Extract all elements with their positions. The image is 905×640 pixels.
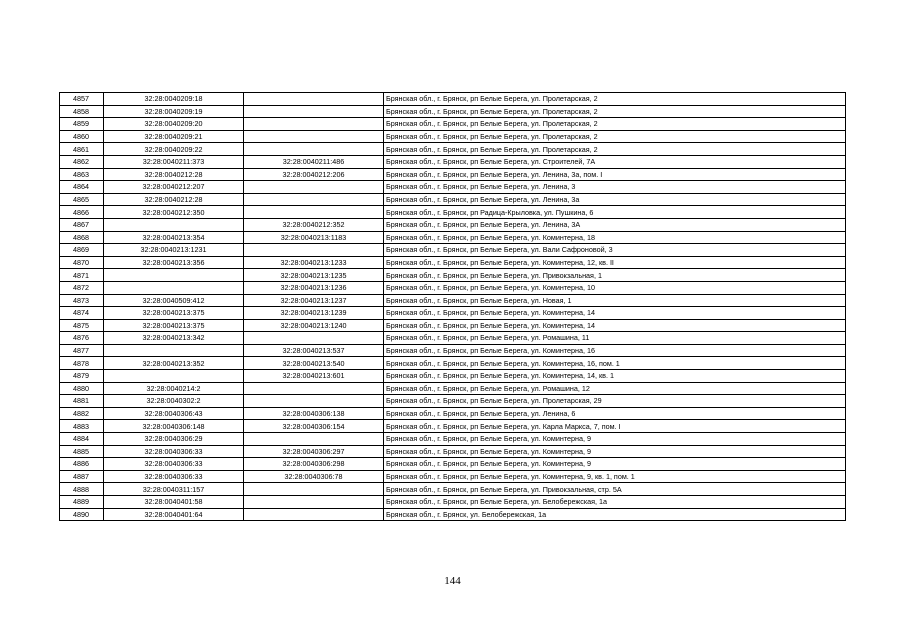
cadastral-number-cell: 32:28:0040509:412 [104, 294, 244, 307]
secondary-cadastral-number-cell: 32:28:0040213:1239 [244, 307, 384, 320]
address-cell: Брянская обл., г. Брянск, рп Белые Берега, ул. Коминтерна, 14 [384, 307, 846, 320]
address-cell: Брянская обл., г. Брянск, рп Белые Берега, ул. Коминтерна, 14 [384, 319, 846, 332]
table-row [60, 206, 846, 219]
address-cell: Брянская обл., г. Брянск, рп Белые Берега, ул. Белобережская, 1а [384, 496, 846, 509]
address-cell: Брянская обл., г. Брянск, рп Белые Берега, ул. Коминтерна, 9 [384, 433, 846, 446]
secondary-cadastral-number-cell: 32:28:0040213:1236 [244, 281, 384, 294]
record-number-cell: 4875 [60, 319, 104, 332]
address-cell: Брянская обл., г. Брянск, рп Белые Берега, ул. Привокзальная, стр. 5А [384, 483, 846, 496]
table-row [60, 483, 846, 496]
address-cell: Брянская обл., г. Брянск, рп Белые Берега, ул. Строителей, 7А [384, 155, 846, 168]
cadastral-number-cell: 32:28:0040213:375 [104, 319, 244, 332]
secondary-cadastral-number-cell [244, 193, 384, 206]
table-row [60, 370, 846, 383]
record-number-cell: 4887 [60, 470, 104, 483]
address-cell: Брянская обл., г. Брянск, рп Белые Берега, ул. Коминтерна, 16, пом. 1 [384, 357, 846, 370]
table-row [60, 407, 846, 420]
address-cell: Брянская обл., г. Брянск, рп Белые Берега, ул. Вали Сафроновой, 3 [384, 244, 846, 257]
table-row [60, 244, 846, 257]
record-number-cell: 4873 [60, 294, 104, 307]
address-cell: Брянская обл., г. Брянск, рп Белые Берега, ул. Пролетарская, 2 [384, 105, 846, 118]
address-cell: Брянская обл., г. Брянск, рп Белые Берега, ул. Пролетарская, 2 [384, 130, 846, 143]
record-number-cell: 4866 [60, 206, 104, 219]
record-number-cell: 4862 [60, 155, 104, 168]
secondary-cadastral-number-cell [244, 206, 384, 219]
table-row [60, 496, 846, 509]
table-row [60, 332, 846, 345]
table-row [60, 231, 846, 244]
table-row [60, 420, 846, 433]
table-row [60, 445, 846, 458]
record-number-cell: 4858 [60, 105, 104, 118]
table-row [60, 307, 846, 320]
registry-table [59, 92, 846, 521]
address-cell: Брянская обл., г. Брянск, рп Белые Берега, ул. Ромашина, 12 [384, 382, 846, 395]
table-row [60, 143, 846, 156]
page-number: 144 [444, 575, 461, 587]
cadastral-number-cell: 32:28:0040401:64 [104, 508, 244, 521]
record-number-cell: 4872 [60, 281, 104, 294]
cadastral-number-cell: 32:28:0040306:43 [104, 407, 244, 420]
cadastral-number-cell: 32:28:0040212:207 [104, 181, 244, 194]
cadastral-number-cell: 32:28:0040212:28 [104, 193, 244, 206]
record-number-cell: 4861 [60, 143, 104, 156]
cadastral-number-cell: 32:28:0040209:20 [104, 118, 244, 131]
cadastral-number-cell: 32:28:0040213:354 [104, 231, 244, 244]
cadastral-number-cell: 32:28:0040306:29 [104, 433, 244, 446]
cadastral-number-cell: 32:28:0040209:19 [104, 105, 244, 118]
registry-table-body [60, 93, 846, 521]
secondary-cadastral-number-cell [244, 433, 384, 446]
cadastral-number-cell: 32:28:0040213:342 [104, 332, 244, 345]
secondary-cadastral-number-cell [244, 143, 384, 156]
record-number-cell: 4864 [60, 181, 104, 194]
record-number-cell: 4884 [60, 433, 104, 446]
secondary-cadastral-number-cell [244, 130, 384, 143]
secondary-cadastral-number-cell: 32:28:0040213:1240 [244, 319, 384, 332]
record-number-cell: 4888 [60, 483, 104, 496]
cadastral-number-cell [104, 269, 244, 282]
record-number-cell: 4859 [60, 118, 104, 131]
record-number-cell: 4880 [60, 382, 104, 395]
table-row [60, 382, 846, 395]
address-cell: Брянская обл., г. Брянск, рп Белые Берега, ул. Коминтерна, 10 [384, 281, 846, 294]
secondary-cadastral-number-cell [244, 118, 384, 131]
cadastral-number-cell: 32:28:0040211:373 [104, 155, 244, 168]
secondary-cadastral-number-cell [244, 105, 384, 118]
address-cell: Брянская обл., г. Брянск, рп Белые Берега, ул. Ленина, 3 [384, 181, 846, 194]
table-row [60, 155, 846, 168]
address-cell: Брянская обл., г. Брянск, рп Белые Берега, ул. Ленина, 6 [384, 407, 846, 420]
cadastral-number-cell: 32:28:0040213:1231 [104, 244, 244, 257]
record-number-cell: 4876 [60, 332, 104, 345]
cadastral-number-cell [104, 281, 244, 294]
address-cell: Брянская обл., г. Брянск, рп Белые Берега, ул. Коминтерна, 16 [384, 344, 846, 357]
secondary-cadastral-number-cell: 32:28:0040213:540 [244, 357, 384, 370]
record-number-cell: 4881 [60, 395, 104, 408]
secondary-cadastral-number-cell: 32:28:0040306:78 [244, 470, 384, 483]
table-row [60, 269, 846, 282]
cadastral-number-cell: 32:28:0040306:148 [104, 420, 244, 433]
record-number-cell: 4870 [60, 256, 104, 269]
table-row [60, 181, 846, 194]
record-number-cell: 4871 [60, 269, 104, 282]
table-row [60, 433, 846, 446]
cadastral-number-cell: 32:28:0040209:18 [104, 93, 244, 106]
address-cell: Брянская обл., г. Брянск, рп Белые Берега, ул. Привокзальная, 1 [384, 269, 846, 282]
address-cell: Брянская обл., г. Брянск, рп Белые Берега, ул. Пролетарская, 2 [384, 143, 846, 156]
secondary-cadastral-number-cell [244, 508, 384, 521]
address-cell: Брянская обл., г. Брянск, рп Белые Берега, ул. Ленина, 3а, пом. I [384, 168, 846, 181]
secondary-cadastral-number-cell: 32:28:0040211:486 [244, 155, 384, 168]
address-cell: Брянская обл., г. Брянск, рп Белые Берега, ул. Коминтерна, 18 [384, 231, 846, 244]
secondary-cadastral-number-cell: 32:28:0040306:154 [244, 420, 384, 433]
cadastral-number-cell: 32:28:0040311:157 [104, 483, 244, 496]
address-cell: Брянская обл., г. Брянск, рп Белые Берега, ул. Новая, 1 [384, 294, 846, 307]
secondary-cadastral-number-cell: 32:28:0040213:1233 [244, 256, 384, 269]
record-number-cell: 4889 [60, 496, 104, 509]
record-number-cell: 4857 [60, 93, 104, 106]
table-row [60, 93, 846, 106]
secondary-cadastral-number-cell: 32:28:0040306:138 [244, 407, 384, 420]
cadastral-number-cell: 32:28:0040212:28 [104, 168, 244, 181]
address-cell: Брянская обл., г. Брянск, рп Белые Берега, ул. Пролетарская, 29 [384, 395, 846, 408]
address-cell: Брянская обл., г. Брянск, ул. Белобережская, 1а [384, 508, 846, 521]
cadastral-number-cell: 32:28:0040213:375 [104, 307, 244, 320]
cadastral-number-cell: 32:28:0040213:356 [104, 256, 244, 269]
secondary-cadastral-number-cell: 32:28:0040212:352 [244, 218, 384, 231]
address-cell: Брянская обл., г. Брянск, рп Белые Берега, ул. Пролетарская, 2 [384, 93, 846, 106]
record-number-cell: 4890 [60, 508, 104, 521]
secondary-cadastral-number-cell: 32:28:0040213:601 [244, 370, 384, 383]
cadastral-number-cell [104, 218, 244, 231]
cadastral-number-cell: 32:28:0040209:22 [104, 143, 244, 156]
cadastral-number-cell [104, 370, 244, 383]
record-number-cell: 4886 [60, 458, 104, 471]
table-row [60, 395, 846, 408]
record-number-cell: 4868 [60, 231, 104, 244]
secondary-cadastral-number-cell [244, 496, 384, 509]
secondary-cadastral-number-cell: 32:28:0040213:537 [244, 344, 384, 357]
secondary-cadastral-number-cell [244, 181, 384, 194]
cadastral-number-cell [104, 344, 244, 357]
secondary-cadastral-number-cell [244, 93, 384, 106]
address-cell: Брянская обл., г. Брянск, рп Белые Берега, ул. Коминтерна, 14, кв. 1 [384, 370, 846, 383]
address-cell: Брянская обл., г. Брянск, рп Белые Берега, ул. Коминтерна, 12, кв. II [384, 256, 846, 269]
cadastral-number-cell: 32:28:0040306:33 [104, 458, 244, 471]
address-cell: Брянская обл., г. Брянск, рп Белые Берега, ул. Ромашина, 11 [384, 332, 846, 345]
record-number-cell: 4874 [60, 307, 104, 320]
address-cell: Брянская обл., г. Брянск, рп Белые Берега, ул. Карла Маркса, 7, пом. I [384, 420, 846, 433]
secondary-cadastral-number-cell [244, 395, 384, 408]
cadastral-number-cell: 32:28:0040209:21 [104, 130, 244, 143]
secondary-cadastral-number-cell [244, 483, 384, 496]
table-row [60, 357, 846, 370]
table-row [60, 294, 846, 307]
secondary-cadastral-number-cell: 32:28:0040213:1183 [244, 231, 384, 244]
table-row [60, 168, 846, 181]
table-row [60, 281, 846, 294]
table-row [60, 105, 846, 118]
cadastral-number-cell: 32:28:0040302:2 [104, 395, 244, 408]
secondary-cadastral-number-cell [244, 244, 384, 257]
table-row [60, 118, 846, 131]
table-row [60, 218, 846, 231]
address-cell: Брянская обл., г. Брянск, рп Белые Берега, ул. Коминтерна, 9 [384, 458, 846, 471]
record-number-cell: 4867 [60, 218, 104, 231]
record-number-cell: 4877 [60, 344, 104, 357]
record-number-cell: 4878 [60, 357, 104, 370]
record-number-cell: 4882 [60, 407, 104, 420]
table-row [60, 193, 846, 206]
table-row [60, 344, 846, 357]
secondary-cadastral-number-cell: 32:28:0040306:297 [244, 445, 384, 458]
address-cell: Брянская обл., г. Брянск, рп Белые Берега, ул. Коминтерна, 9 [384, 445, 846, 458]
record-number-cell: 4879 [60, 370, 104, 383]
record-number-cell: 4885 [60, 445, 104, 458]
cadastral-number-cell: 32:28:0040306:33 [104, 470, 244, 483]
table-row [60, 319, 846, 332]
secondary-cadastral-number-cell: 32:28:0040212:206 [244, 168, 384, 181]
table-row [60, 458, 846, 471]
table-row [60, 470, 846, 483]
cadastral-number-cell: 32:28:0040306:33 [104, 445, 244, 458]
address-cell: Брянская обл., г. Брянск, рп Белые Берега, ул. Ленина, 3а [384, 193, 846, 206]
secondary-cadastral-number-cell: 32:28:0040213:1235 [244, 269, 384, 282]
cadastral-number-cell: 32:28:0040213:352 [104, 357, 244, 370]
table-row [60, 256, 846, 269]
secondary-cadastral-number-cell [244, 332, 384, 345]
cadastral-number-cell: 32:28:0040212:350 [104, 206, 244, 219]
record-number-cell: 4860 [60, 130, 104, 143]
table-row [60, 130, 846, 143]
address-cell: Брянская обл., г. Брянск, рп Белые Берега, ул. Пролетарская, 2 [384, 118, 846, 131]
record-number-cell: 4863 [60, 168, 104, 181]
cadastral-number-cell: 32:28:0040214:2 [104, 382, 244, 395]
record-number-cell: 4883 [60, 420, 104, 433]
secondary-cadastral-number-cell: 32:28:0040213:1237 [244, 294, 384, 307]
address-cell: Брянская обл., г. Брянск, рп Радица-Крыловка, ул. Пушкина, 6 [384, 206, 846, 219]
address-cell: Брянская обл., г. Брянск, рп Белые Берега, ул. Коминтерна, 9, кв. 1, пом. 1 [384, 470, 846, 483]
record-number-cell: 4869 [60, 244, 104, 257]
record-number-cell: 4865 [60, 193, 104, 206]
address-cell: Брянская обл., г. Брянск, рп Белые Берега, ул. Ленина, 3А [384, 218, 846, 231]
cadastral-number-cell: 32:28:0040401:58 [104, 496, 244, 509]
secondary-cadastral-number-cell [244, 382, 384, 395]
table-row [60, 508, 846, 521]
secondary-cadastral-number-cell: 32:28:0040306:298 [244, 458, 384, 471]
